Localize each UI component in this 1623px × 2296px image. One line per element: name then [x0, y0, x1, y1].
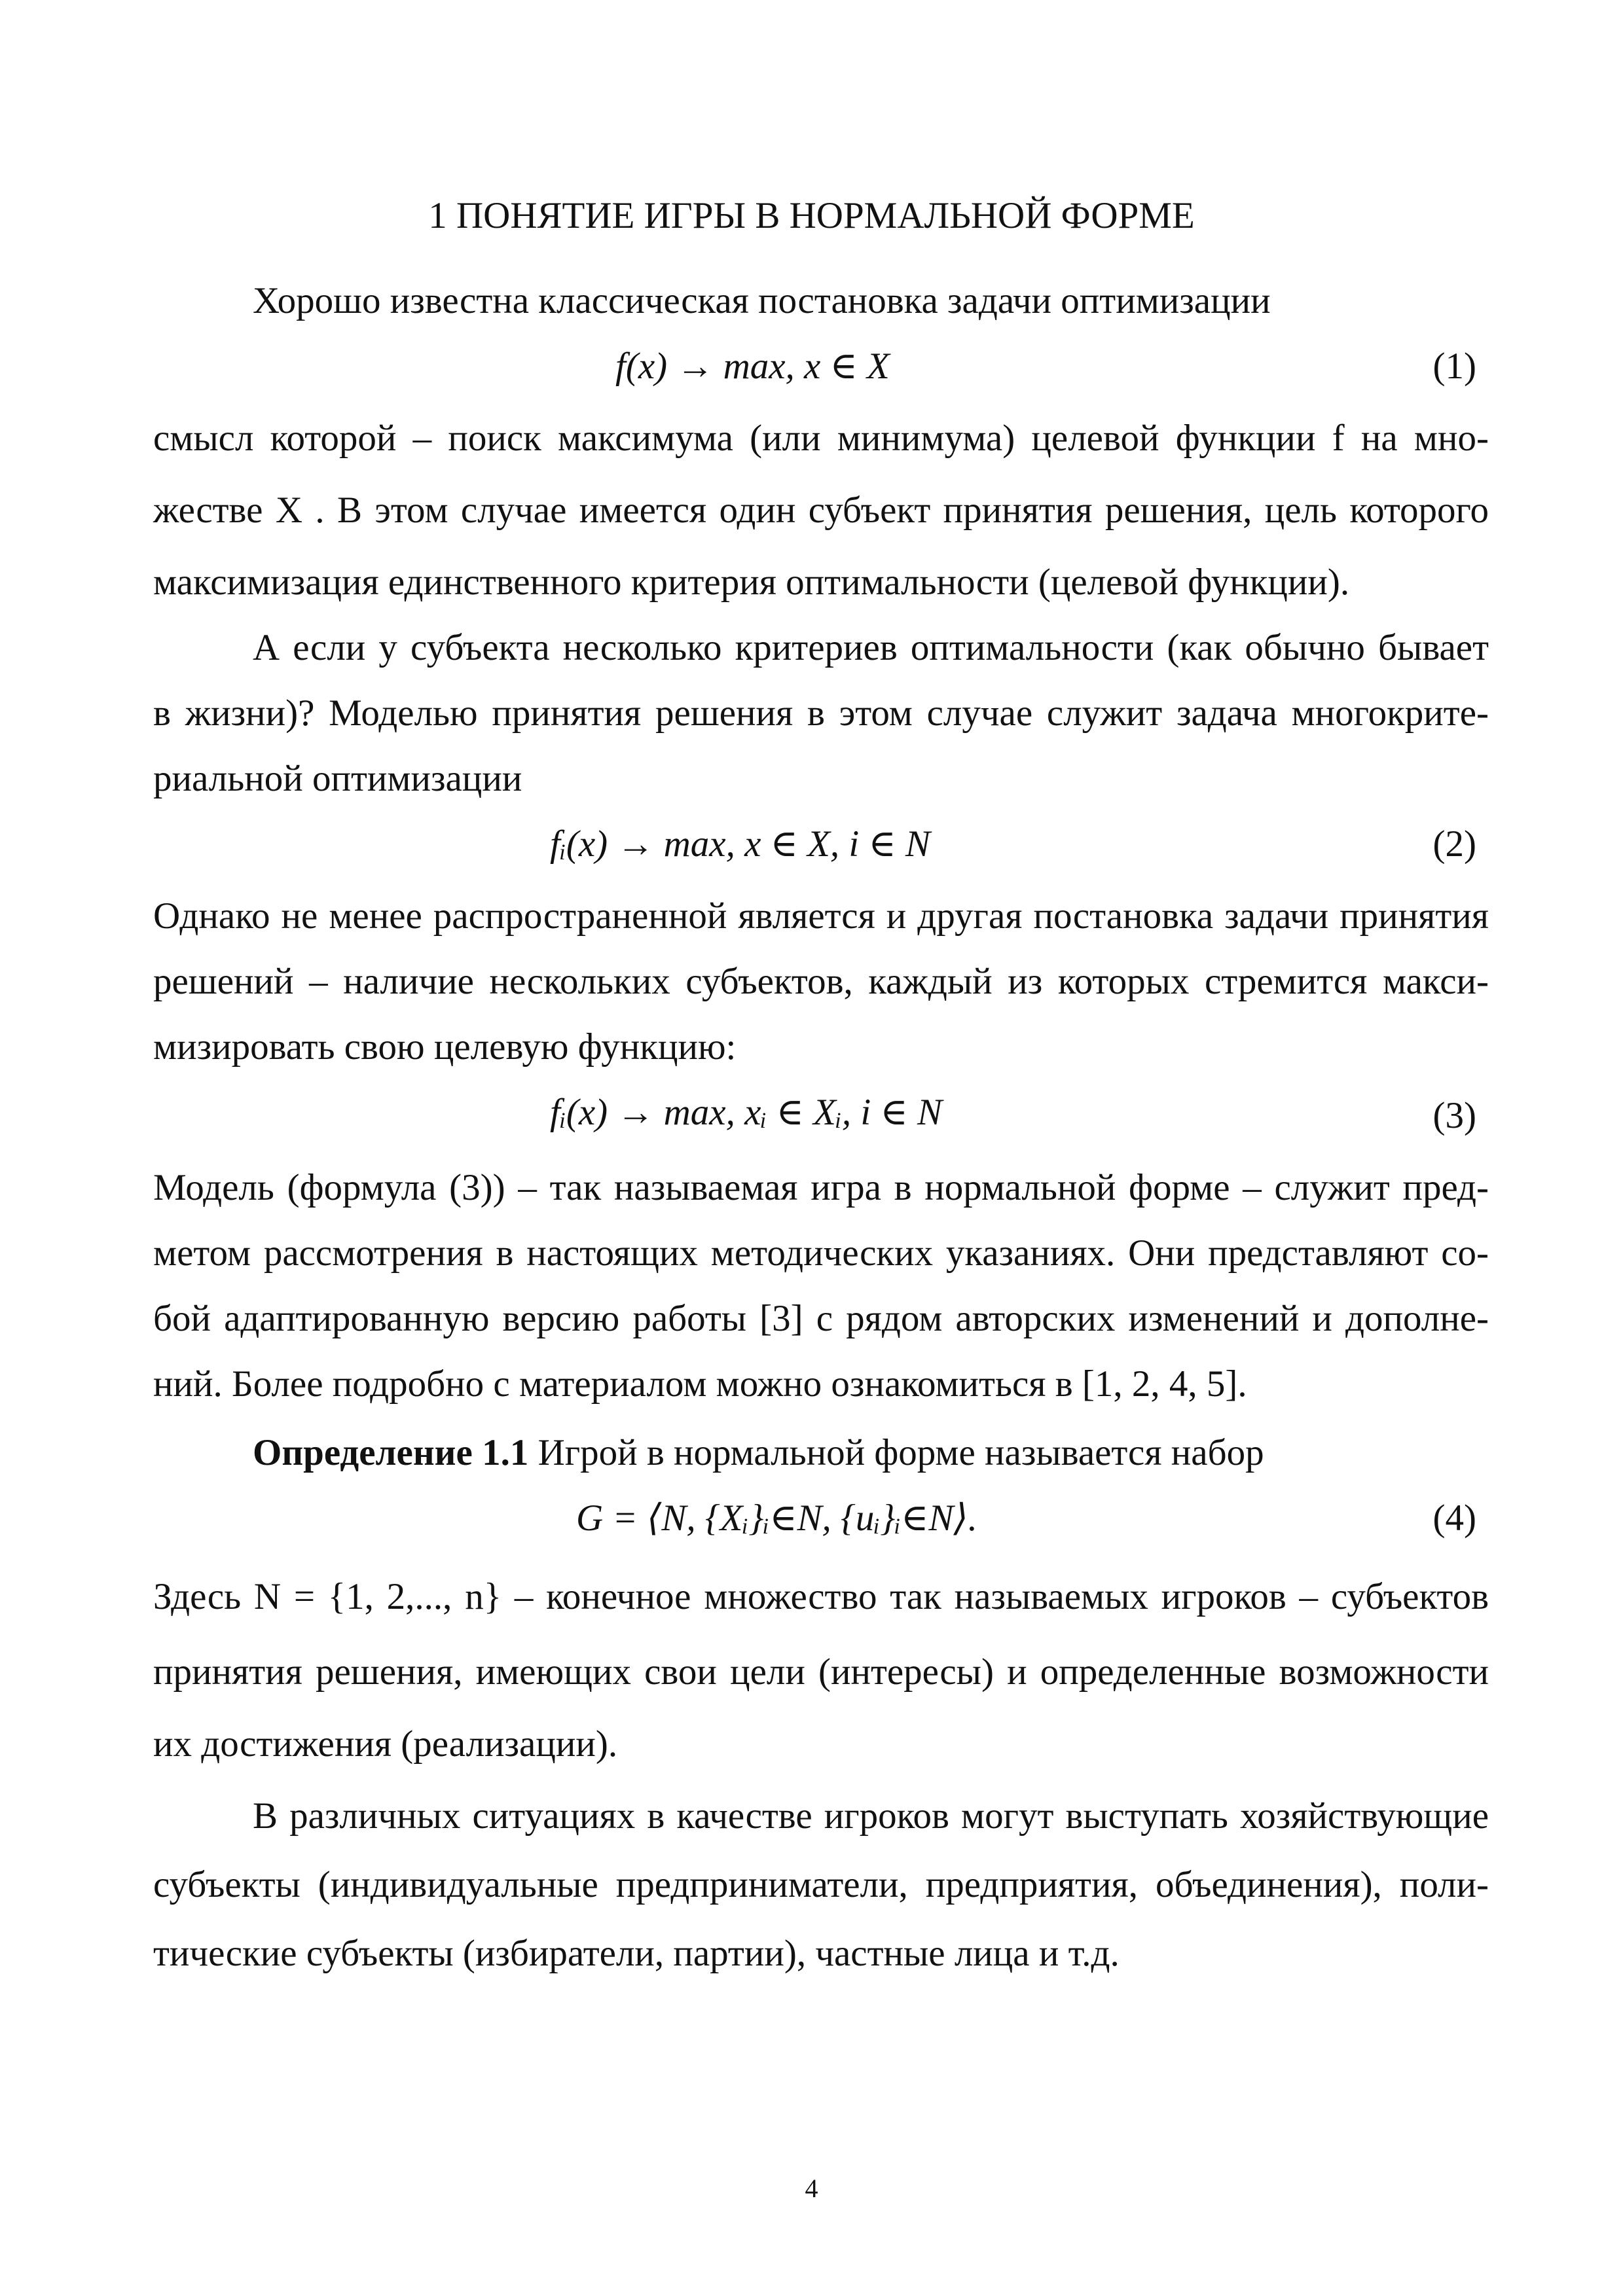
equation-number-3: (3): [1432, 1095, 1476, 1136]
definition-line: [253, 1427, 1489, 1479]
paragraph-line: в жизни)? Моделью принятия решения в этом случае служит задача многокрите-: [153, 692, 1489, 734]
paragraph-line: мизировать свою целевую функцию:: [153, 1026, 737, 1067]
paragraph-line: Однако не менее распространенной является и другая постановка задачи принятия: [153, 895, 1489, 937]
paragraph-line: максимизация единственного критерия оптимальности (целевой функции).: [153, 562, 1350, 603]
equation-number-1: (1): [1432, 346, 1476, 387]
paragraph-line: тические субъекты (избиратели, партии), частные лица и т.д.: [153, 1933, 1120, 1974]
formula-1: f(x) → max, x ∈ X: [615, 346, 890, 387]
paragraph-line: субъекты (индивидуальные предприниматели, предприятия, объединения), поли-: [153, 1864, 1489, 1905]
equation-number-4: (4): [1432, 1498, 1476, 1539]
paragraph-line: решений – наличие нескольких субъектов, каждый из которых стремится макси-: [153, 961, 1489, 1002]
paragraph-line: смысл которой – поиск максимума (или минимума) целевой функции f на мно-: [153, 418, 1489, 459]
paragraph-line: их достижения (реализации).: [153, 1723, 618, 1765]
formula-4: G = ⟨N, {Xᵢ}ᵢ∈N, {uᵢ}ᵢ∈N⟩.: [576, 1498, 977, 1539]
paragraph-line: А если у субъекта несколько критериев оптимальности (как обычно бывает: [253, 627, 1489, 668]
equation-number-2: (2): [1432, 823, 1476, 865]
paragraph-line: В различных ситуациях в качестве игроков могут выступать хозяйствующие: [253, 1795, 1489, 1837]
page-number: 4: [805, 2174, 818, 2203]
paragraph-line: принятия решения, имеющих свои цели (интересы) и определенные возможности: [153, 1651, 1489, 1693]
paragraph-line: риальной оптимизации: [153, 758, 522, 799]
paragraph-line: Хорошо известна классическая постановка задачи оптимизации: [253, 280, 1271, 321]
paragraph-line: ний. Более подробно с материалом можно ознакомиться в [1, 2, 4, 5].: [153, 1363, 1247, 1405]
paragraph-line: метом рассмотрения в настоящих методических указаниях. Они представляют со-: [153, 1232, 1489, 1274]
definition-text: Игрой в нормальной форме называется набор: [528, 1432, 1264, 1473]
definition-label: Определение 1.1: [253, 1432, 529, 1473]
formula-3: fᵢ(x) → max, xᵢ ∈ Xᵢ, i ∈ N: [550, 1092, 942, 1133]
formula-2: fᵢ(x) → max, x ∈ X, i ∈ N: [550, 823, 930, 865]
paragraph-line: бой адаптированную версию работы [3] с рядом авторских изменений и дополне-: [153, 1298, 1489, 1339]
paragraph-line: Модель (формула (3)) – так называемая игра в нормальной форме – служит пред-: [153, 1167, 1489, 1208]
section-title: 1 ПОНЯТИЕ ИГРЫ В НОРМАЛЬНОЙ ФОРМЕ: [428, 195, 1195, 236]
paragraph-line: Здесь N = {1, 2,..., n} – конечное множество так называемых игроков – субъектов: [153, 1576, 1489, 1617]
paragraph-line: жестве X . В этом случае имеется один субъект принятия решения, цель которого: [153, 490, 1489, 531]
